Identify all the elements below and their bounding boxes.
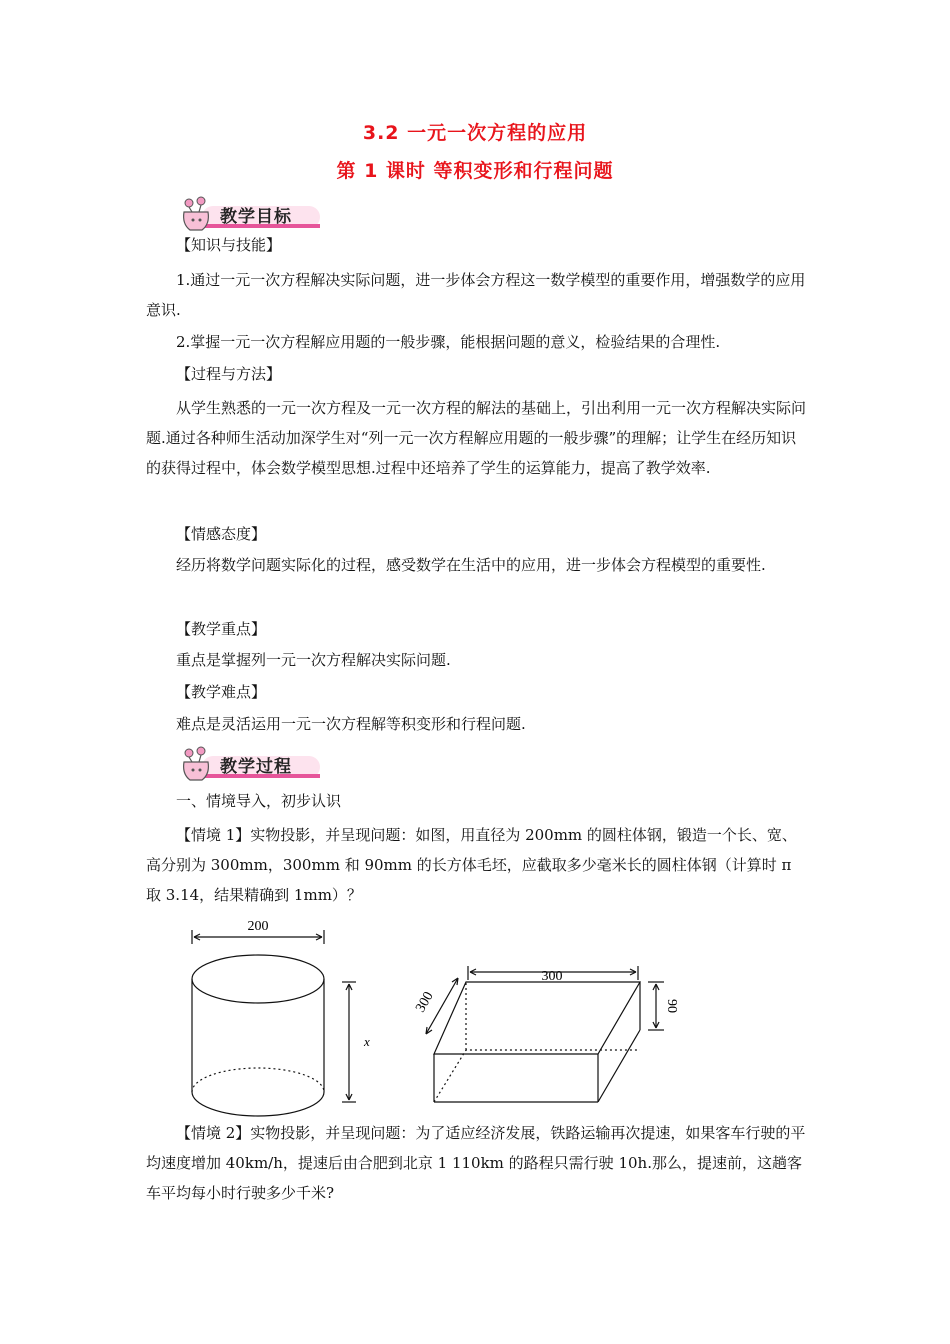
knowledge-item-1: 1.通过一元一次方程解决实际问题，进一步体会方程这一数学模型的重要作用，增强数学的应用意识. — [146, 271, 806, 319]
cylinder-diameter-label: 200 — [247, 919, 269, 934]
lesson-subtitle: 第 1 课时 等积变形和行程问题 — [336, 160, 614, 182]
box-width-label: 300 — [413, 989, 437, 1016]
section-title-goals: 教学目标 — [220, 207, 292, 227]
section-banner-goals — [176, 194, 326, 234]
heading-method: 【过程与方法】 — [176, 365, 282, 383]
box-shape — [426, 966, 664, 1102]
flower-pot-icon — [176, 744, 216, 784]
cylinder-box-figure — [170, 912, 690, 1152]
box-height-label: 90 — [664, 999, 679, 1013]
step-1-heading: 一、情境导入，初步认识 — [176, 792, 342, 810]
heading-attitude: 【情感态度】 — [176, 525, 267, 543]
heading-knowledge: 【知识与技能】 — [176, 236, 282, 254]
heading-difficulty: 【教学难点】 — [176, 683, 267, 701]
flower-pot-icon — [176, 194, 216, 234]
box-length-label: 300 — [541, 969, 563, 984]
cylinder-height-label: x — [364, 1034, 370, 1049]
section-title-process: 教学过程 — [220, 757, 292, 777]
situation-2-text: 【情境 2】实物投影，并呈现问题：为了适应经济发展，铁路运输再次提速，如果客车行驶的平均速度增加 40km/h，提速后由合肥到北京 1 110km 的路程只需行驶 10h.那么，提速前，这趟客车平均每小时行驶多少千米? — [146, 1124, 806, 1202]
heading-key: 【教学重点】 — [176, 620, 267, 638]
section-banner-process — [176, 744, 326, 784]
cylinder-shape — [192, 930, 356, 1116]
lesson-title: 3.2 一元一次方程的应用 — [362, 122, 588, 144]
situation-1-text: 【情境 1】实物投影，并呈现问题：如图，用直径为 200mm 的圆柱体钢，锻造一个长、宽、高分别为 300mm，300mm 和 90mm 的长方体毛坯，应截取多少毫米长的圆柱体钢（计算时 π 取 3.14，结果精确到 1mm）？ — [146, 826, 797, 904]
attitude-text: 经历将数学问题实际化的过程，感受数学在生活中的应用，进一步体会方程模型的重要性. — [176, 556, 766, 574]
method-text: 从学生熟悉的一元一次方程及一元一次方程的解法的基础上，引出利用一元一次方程解决实际问题.通过各种师生活动加深学生对“列一元一次方程解应用题的一般步骤”的理解；让学生在经历知识的获得过程中，体会数学模型思想.过程中还培养了学生的运算能力，提高了教学效率. — [146, 399, 807, 477]
key-text: 重点是掌握列一元一次方程解决实际问题. — [176, 651, 451, 669]
knowledge-item-2: 2.掌握一元一次方程解应用题的一般步骤，能根据问题的意义，检验结果的合理性. — [176, 333, 721, 351]
difficulty-text: 难点是灵活运用一元一次方程解等积变形和行程问题. — [176, 715, 526, 733]
